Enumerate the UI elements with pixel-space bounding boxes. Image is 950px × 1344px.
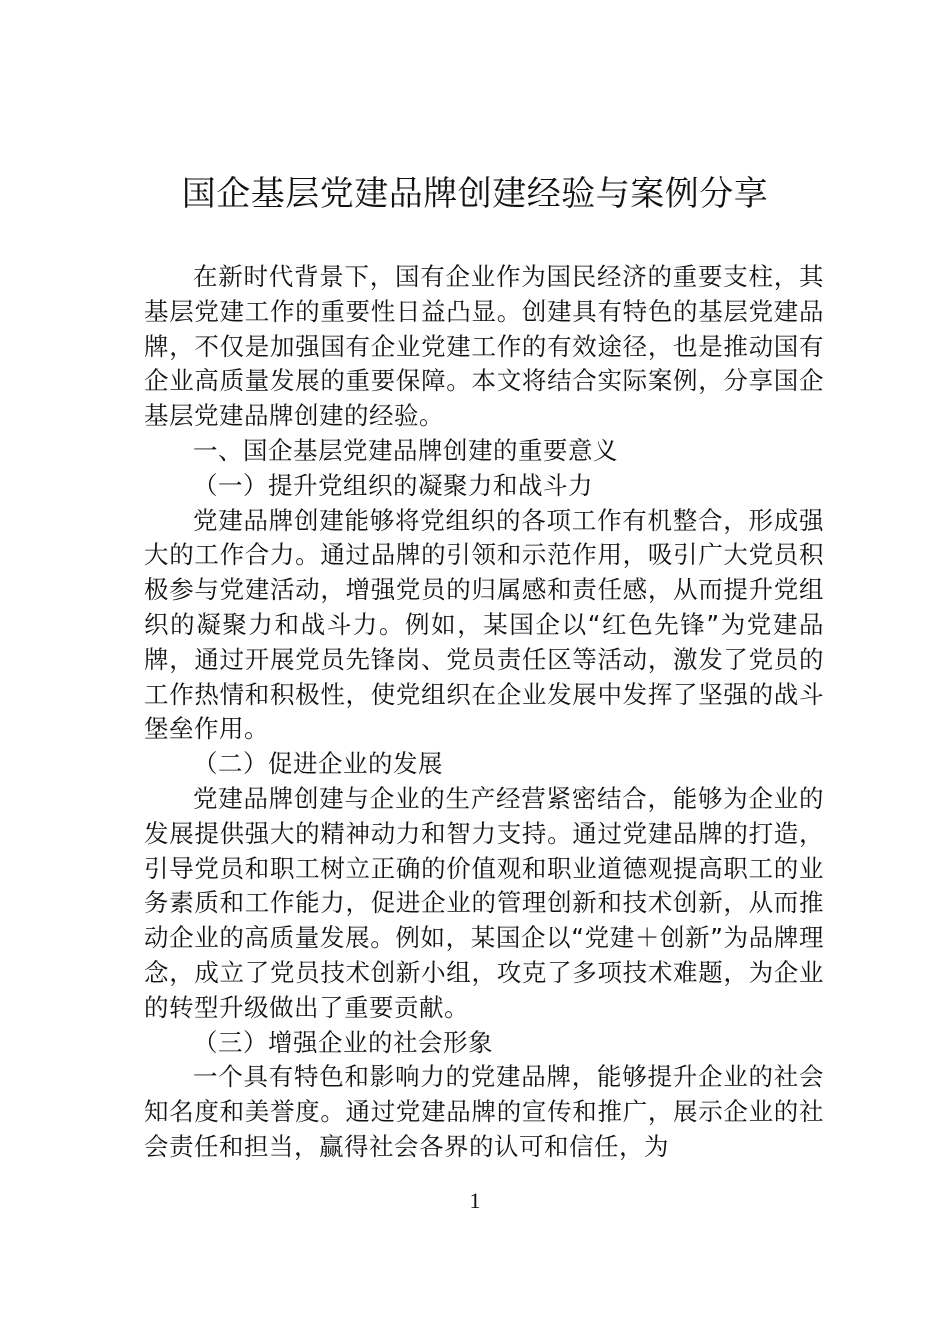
subsection-2-paragraph: 党建品牌创建与企业的生产经营紧密结合，能够为企业的发展提供强大的精神动力和智力支持。通过党建品牌的打造，引导党员和职工树立正确的价值观和职业道德观提高职工的业务素质和工作能力，促进企业的管理创新和技术创新，从而推动企业的高质量发展。例如，某国企以“党建＋创新”为品牌理念，成立了党员技术创新小组，攻克了多项技术难题，为企业的转型升级做出了重要贡献。 bbox=[144, 783, 824, 1022]
document-body bbox=[144, 260, 824, 1165]
subsection-heading-2: （二）促进企业的发展 bbox=[193, 749, 443, 779]
page-number: 1 bbox=[469, 1188, 481, 1213]
subsection-1-paragraph: 党建品牌创建能够将党组织的各项工作有机整合，形成强大的工作合力。通过品牌的引领和示范作用，吸引广大党员积极参与党建活动，增强党员的归属感和责任感，从而提升党组织的凝聚力和战斗力。例如，某国企以“红色先锋”为党建品牌，通过开展党员先锋岗、党员责任区等活动，激发了党员的工作热情和积极性，使党组织在企业发展中发挥了坚强的战斗堡垒作用。 bbox=[144, 505, 824, 744]
intro-paragraph: 在新时代背景下，国有企业作为国民经济的重要支柱，其基层党建工作的重要性日益凸显。创建具有特色的基层党建品牌，不仅是加强国有企业党建工作的有效途径，也是推动国有企业高质量发展的重要保障。本文将结合实际案例，分享国企基层党建品牌创建的经验。 bbox=[144, 262, 824, 431]
section-heading-1: 一、国企基层党建品牌创建的重要意义 bbox=[193, 435, 618, 465]
subsection-3-paragraph: 一个具有特色和影响力的党建品牌，能够提升企业的社会知名度和美誉度。通过党建品牌的宣传和推广，展示企业的社会责任和担当，赢得社会各界的认可和信任，为 bbox=[144, 1062, 824, 1161]
document-title: 国企基层党建品牌创建经验与案例分享 bbox=[181, 174, 769, 214]
subsection-heading-1: （一）提升党组织的凝聚力和战斗力 bbox=[193, 470, 593, 500]
subsection-heading-3: （三）增强企业的社会形象 bbox=[193, 1027, 493, 1057]
